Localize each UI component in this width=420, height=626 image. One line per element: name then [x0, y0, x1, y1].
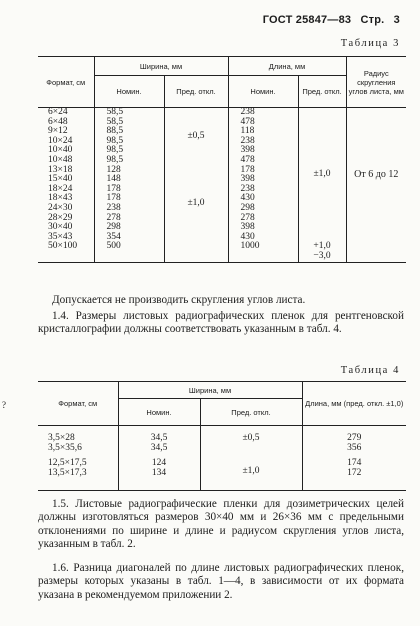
table-4: [38, 381, 406, 491]
t4-header-format: Формат, см: [38, 382, 118, 426]
width-cell: 124: [151, 458, 167, 469]
t3-header-width-nominal: Номин.: [94, 76, 164, 108]
t4-g1-formats: [38, 426, 118, 454]
length-cell: 172: [347, 467, 362, 478]
table-3: [38, 56, 406, 263]
page-number: 3: [393, 14, 400, 26]
length-cell: 398: [240, 174, 255, 185]
t4-group-1: [38, 426, 406, 454]
width-cell: 178: [106, 183, 121, 194]
length-cell: 398: [240, 222, 255, 233]
t3-header-length: Длина, мм: [228, 57, 346, 76]
t3-g2-widths: [94, 166, 164, 243]
t4-header-width-nominal: Номин.: [118, 399, 200, 426]
t3-header-width-tol: Пред. откл.: [164, 76, 228, 108]
width-cell: 58,5: [106, 116, 124, 127]
format-cell: 30×40: [48, 222, 73, 233]
format-cell: 9×12: [48, 126, 68, 137]
t4-header-length: Длина, мм (пред. откл. ±1,0): [305, 399, 404, 408]
width-cell: 98,5: [106, 154, 124, 165]
format-cell: 15×40: [48, 174, 73, 185]
t4-g2-width-tol: ±1,0: [200, 453, 302, 491]
margin-mark: ?: [2, 400, 6, 410]
t3-length-tol-main: ±1,0: [298, 108, 346, 243]
format-cell: 13,5×17,3: [48, 467, 87, 478]
t3-g3-radius: [346, 242, 406, 262]
t3-group-3: [38, 242, 406, 262]
running-head: [257, 14, 400, 26]
t3-g1-lengths: [228, 108, 298, 166]
length-cell: 430: [240, 231, 255, 242]
format-cell: 18×24: [48, 183, 73, 194]
width-cell: 178: [106, 193, 121, 204]
paragraph-1-5: 1.5. Листовые радиографические пленки для дозиметрических целей должны изготовляться размеров 30×40 мм и 26×36 мм с предельными отклонениями по ширине и длине и радиусом скругления углов листа, указанным в табл. 2.: [38, 498, 404, 551]
t3-g3-length-tol: [298, 242, 346, 262]
t3-g3-width: 500: [94, 242, 164, 262]
width-cell: 354: [106, 231, 121, 242]
width-cell: 34,5: [150, 433, 168, 443]
length-cell: 238: [240, 183, 255, 194]
length-cell: 278: [240, 212, 255, 223]
width-cell: 148: [106, 174, 121, 185]
length-tol-plus: +1,0: [313, 241, 331, 252]
format-cell: 3,5×28: [48, 433, 75, 443]
t3-g3-length: 1000: [228, 242, 298, 262]
t4-g2-widths: [118, 453, 200, 491]
table3-caption: Таблица 3: [340, 38, 400, 49]
t3-g2-formats: [38, 166, 94, 243]
t4-g1-widths: [118, 426, 200, 454]
width-cell: 58,5: [106, 107, 124, 117]
width-cell: 34,5: [150, 442, 168, 453]
t3-radius-value: От 6 до 12: [354, 169, 399, 181]
paragraph-note: Допускается не производить скругления углов листа.: [52, 294, 306, 306]
t3-g2-lengths: [228, 166, 298, 243]
t4-g2-lengths: [302, 453, 406, 491]
format-cell: 24×30: [48, 202, 73, 213]
length-cell: 178: [240, 164, 255, 175]
t3-g2-width-tol: ±1,0: [164, 166, 228, 243]
length-cell: 398: [240, 145, 255, 156]
t4-g1-lengths: [302, 426, 406, 454]
format-cell: 10×40: [48, 145, 73, 156]
length-cell: 478: [240, 116, 255, 127]
format-cell: 12,5×17,5: [48, 458, 87, 469]
table4-caption: Таблица 4: [340, 365, 400, 376]
t3-header-width: Ширина, мм: [94, 57, 228, 76]
width-cell: 128: [106, 164, 121, 175]
length-cell: 356: [347, 442, 362, 453]
t3-header-length-tol: Пред. откл.: [298, 76, 346, 108]
width-cell: 238: [106, 202, 121, 213]
t3-header-format: Формат, см: [38, 57, 94, 108]
format-cell: 6×24: [48, 107, 68, 117]
t4-g1-width-tol: ±0,5: [200, 426, 302, 454]
length-tol-minus: −3,0: [313, 250, 331, 261]
t4-g2-formats: [38, 453, 118, 491]
format-cell: 28×29: [48, 212, 73, 223]
length-cell: 478: [240, 154, 255, 165]
width-cell: 88,5: [106, 126, 124, 137]
t3-g3-width-tol: [164, 242, 228, 262]
t3-header-radius: Радиус скругления углов листа, мм: [348, 68, 404, 96]
doc-code: ГОСТ 25847—83: [262, 14, 352, 26]
format-cell: 10×24: [48, 135, 73, 146]
page-label: Стр.: [360, 14, 385, 26]
t3-g1-widths: [94, 108, 164, 166]
width-cell: 298: [106, 222, 121, 233]
format-cell: 18×43: [48, 193, 73, 204]
length-cell: 238: [240, 107, 255, 117]
format-cell: 13×18: [48, 164, 73, 175]
length-cell: 279: [347, 433, 362, 443]
t4-header-width: Ширина, мм: [118, 382, 302, 399]
length-cell: 174: [347, 458, 362, 469]
format-cell: 10×48: [48, 154, 73, 165]
paragraph-1-4: 1.4. Размеры листовых радиографических пленок для рентгеновской кристаллографии должны соответствовать указанным в табл. 4.: [38, 310, 404, 336]
length-cell: 238: [240, 135, 255, 146]
t3-g1-width-tol: ±0,5: [164, 108, 228, 166]
format-cell: 35×43: [48, 231, 73, 242]
t4-header-width-tol: Пред. откл.: [200, 399, 302, 426]
t3-g1-formats: [38, 108, 94, 166]
t4-group-2: [38, 453, 406, 491]
format-cell: 3,5×35,6: [48, 442, 82, 453]
length-cell: 298: [240, 202, 255, 213]
t3-group-1: [38, 108, 406, 166]
width-cell: 98,5: [106, 145, 124, 156]
paragraph-1-6: 1.6. Разница диагоналей по длине листовых радиографических пленок, размеры которых указаны в табл. 1—4, в зависимости от их формата указана в рекомендуемом приложении 2.: [38, 562, 404, 601]
length-cell: 118: [240, 126, 255, 137]
width-cell: 134: [151, 467, 167, 478]
format-cell: 6×48: [48, 116, 68, 127]
t3-header-length-nominal: Номин.: [228, 76, 298, 108]
t3-g3-format: 50×100: [38, 242, 94, 262]
width-cell: 98,5: [106, 135, 124, 146]
width-cell: 278: [106, 212, 121, 223]
length-cell: 430: [240, 193, 255, 204]
